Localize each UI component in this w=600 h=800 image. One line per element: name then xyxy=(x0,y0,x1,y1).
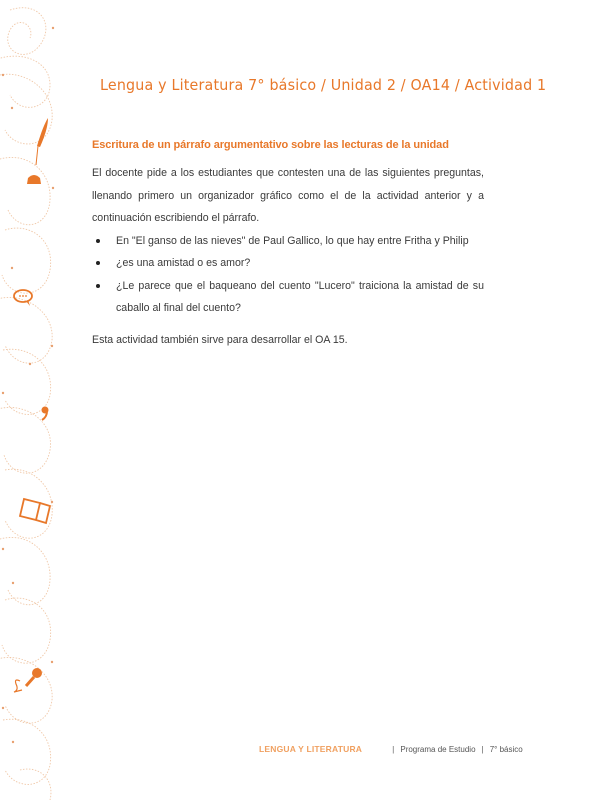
microphone-icon xyxy=(14,668,42,692)
inkwell-icon xyxy=(27,175,41,184)
list-item xyxy=(92,252,484,275)
bullet-icon xyxy=(96,261,100,265)
footer-subject: LENGUA Y LITERATURA xyxy=(259,744,363,754)
bullet-icon xyxy=(96,239,100,243)
page-title: Lengua y Literatura 7° básico / Unidad 2 / OA14 / Actividad 1 xyxy=(100,76,547,94)
activity-subtitle: Escritura de un párrafo argumentativo sobre las lecturas de la unidad xyxy=(92,139,449,151)
question-list xyxy=(92,230,484,320)
bullet-icon xyxy=(96,284,100,288)
activity-content xyxy=(92,138,484,348)
question-text: ¿es una amistad o es amor? xyxy=(116,257,251,269)
footer-separator: | xyxy=(392,744,395,754)
footer-grade: 7° básico xyxy=(489,744,523,754)
intro-line: El docente pide a los estudiantes que contesten una de las siguientes preguntas, xyxy=(92,167,484,179)
intro-paragraph xyxy=(92,162,484,230)
question-text: En "El ganso de las nieves" de Paul Gallico, lo que hay entre Fritha y Philip xyxy=(116,234,469,247)
decorative-border xyxy=(0,0,62,800)
list-item xyxy=(92,275,484,320)
intro-line: llenando primero un organizador gráfico como el de la actividad anterior y a xyxy=(92,189,484,202)
activity-note: Esta actividad también sirve para desarrollar el OA 15. xyxy=(92,333,348,346)
list-item xyxy=(92,230,484,253)
footer-separator: | xyxy=(481,744,484,754)
intro-line: continuación escribiendo el párrafo. xyxy=(92,212,260,224)
page-footer xyxy=(259,744,523,754)
footer-program: Programa de Estudio xyxy=(400,744,476,754)
comma-icon xyxy=(42,407,49,421)
question-text: ¿Le parece que el baqueano del cuento "Lucero" traiciona la amistad de su caballo al final del cuento? xyxy=(116,279,484,314)
open-book-icon xyxy=(20,499,50,523)
